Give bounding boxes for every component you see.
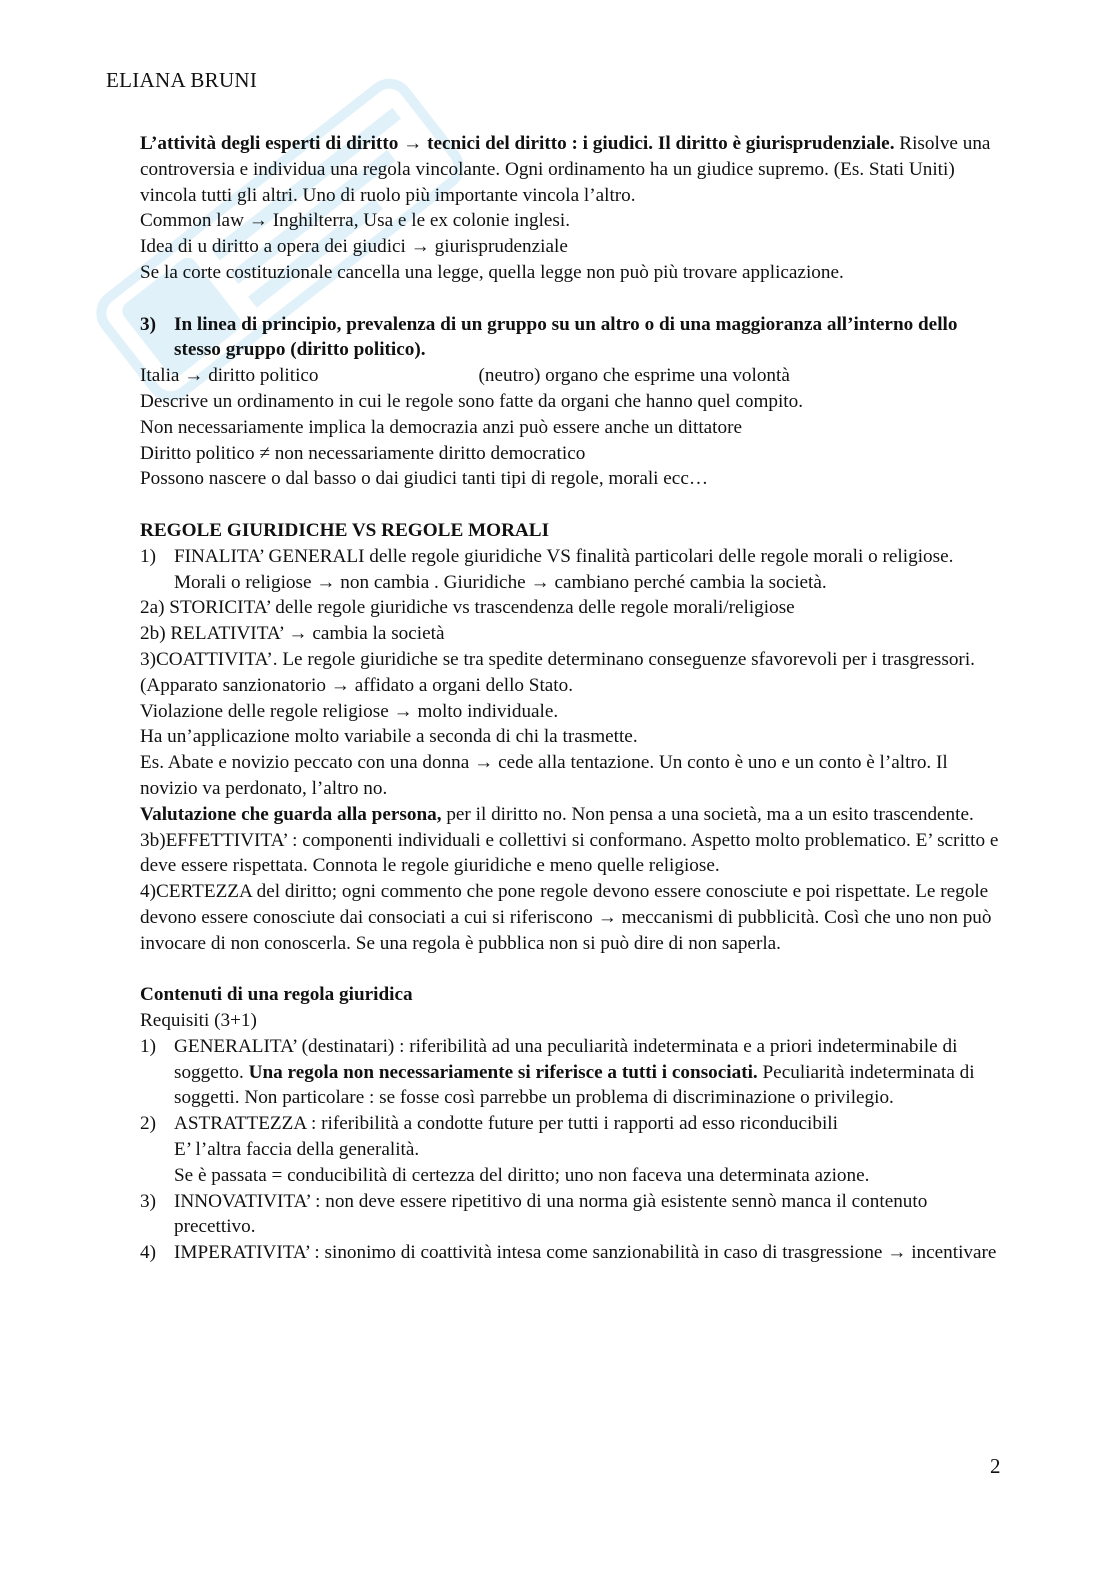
line-valutazione: Valutazione che guarda alla persona, per il diritto no. Non pensa a una società, ma a un esito trascendente. — [140, 803, 974, 825]
line-idea: Idea di u diritto a opera dei giudici → giurisprudenziale — [140, 236, 568, 258]
arrow-icon: → — [530, 571, 550, 593]
line-diritto-politico: Diritto politico ≠ non necessariamente diritto democratico — [140, 442, 586, 464]
item-effettivita: 3b)EFFETTIVITA’ : componenti individuali e collettivi si conformano. Aspetto molto problematico. E’ scritto e deve essere rispettata. Connota le regole giuridiche e meno quelle religiose. — [140, 829, 999, 877]
paragraph-giudici: L’attività degli esperti di diritto → tecnici del diritto : i giudici. Il diritto è giurisprudenziale. Risolve una controversia e individua una regola vincolante. Ogni ordinamento ha un giudice supremo. (Es. Stati Uniti) vincola tutti gli altri. Uno di ruolo più importante vincola l’altro. — [140, 133, 991, 206]
item-relativita: 2b) RELATIVITA’ → cambia la società — [140, 623, 445, 645]
line-esempio: Es. Abate e novizio peccato con una donna → cede alla tentazione. Un conto è uno e un conto è l’altro. Il novizio va perdonato, l’altro no. — [140, 752, 948, 799]
arrow-icon: → — [393, 700, 413, 722]
item-coattivita: 3)COATTIVITA’. Le regole giuridiche se tra spedite determinano conseguenze sfavorevoli per i trasgressori. (Apparato sanzionatorio → affidato a organi dello Stato. — [140, 648, 975, 696]
item-astrattezza: 2) ASTRATTEZZA : riferibilità a condotte future per tutti i rapporti ad esso riconducibili — [140, 1113, 838, 1135]
heading-contenuti: Contenuti di una regola giuridica — [140, 984, 413, 1006]
page-number: 2 — [990, 1454, 1001, 1478]
arrow-icon: → — [330, 674, 350, 696]
heading-diritto-politico: 3) In linea di principio, prevalenza di un gruppo su un altro o di una maggioranza all’interno dello stesso gruppo (diritto politico). — [140, 313, 958, 361]
line-regole: Possono nascere o dal basso o dai giudici tanti tipi di regole, morali ecc… — [140, 468, 709, 490]
item-imperativita: 4) IMPERATIVITA’ : sinonimo di coattività intesa come sanzionabilità in caso di trasgressione → incentivare — [140, 1242, 997, 1264]
author-name: ELIANA BRUNI — [106, 68, 258, 92]
item-storicita: 2a) STORICITA’ delle regole giuridiche vs trascendenza delle regole morali/religiose — [140, 597, 795, 619]
line-common-law: Common law → Inghilterra, Usa e le ex colonie inglesi. — [140, 210, 571, 232]
item-generalita: 1) GENERALITA’ (destinatari) : riferibilità ad una peculiarità indeterminata e a priori indeterminabile di soggetto. Una regola non necessariamente si riferisce a tutti i consociati. Peculiarità indeterminata di soggetti. Non particolare : se fosse così parrebbe un problema di discriminazione o privilegio. — [140, 1035, 975, 1109]
line-altra-faccia: E’ l’altra faccia della generalità. — [174, 1139, 420, 1161]
arrow-icon: → — [474, 752, 494, 774]
arrow-icon: → — [184, 365, 204, 387]
line-descrive: Descrive un ordinamento in cui le regole sono fatte da organi che hanno quel compito. — [140, 390, 804, 412]
arrow-icon: → — [288, 623, 308, 645]
arrow-icon: → — [410, 236, 430, 258]
document-body — [140, 131, 1008, 1266]
arrow-icon: → — [887, 1242, 907, 1264]
arrow-icon: → — [248, 210, 268, 232]
line-democrazia: Non necessariamente implica la democrazia anzi può essere anche un dittatore — [140, 416, 742, 438]
line-italia: Italia → diritto politico (neutro) organo che esprime una volontà — [140, 365, 790, 387]
arrow-icon: → — [316, 571, 336, 593]
heading-regole-vs: REGOLE GIURIDICHE VS REGOLE MORALI — [140, 519, 550, 541]
line-requisiti: Requisiti (3+1) — [140, 1010, 257, 1032]
line-applicazione: Ha un’applicazione molto variabile a seconda di chi la trasmette. — [140, 726, 638, 748]
item-certezza: 4)CERTEZZA del diritto; ogni commento che pone regole devono essere conosciute e poi rispettate. Le regole devono essere conosciute dai consociati a cui si riferiscono → meccanismi di pubblicità. Così che uno non può invocare di non conoscerla. Se una regola è pubblica non si può dire di non saperla. — [140, 881, 992, 954]
arrow-icon: → — [597, 906, 617, 928]
arrow-icon: → — [403, 133, 423, 154]
item-innovativita: 3) INNOVATIVITA’ : non deve essere ripetitivo di una norma già esistente sennò manca il contenuto precettivo. — [140, 1190, 928, 1238]
line-violazione: Violazione delle regole religiose → molto individuale. — [140, 700, 559, 722]
line-passata: Se è passata = conducibilità di certezza del diritto; uno non faceva una determinata azione. — [174, 1164, 870, 1186]
line-corte: Se la corte costituzionale cancella una legge, quella legge non può più trovare applicazione. — [140, 261, 844, 283]
item-finalita: 1) FINALITA’ GENERALI delle regole giuridiche VS finalità particolari delle regole morali o religiose. Morali o religiose → non cambia . Giuridiche → cambiano perché cambia la società. — [140, 545, 954, 593]
